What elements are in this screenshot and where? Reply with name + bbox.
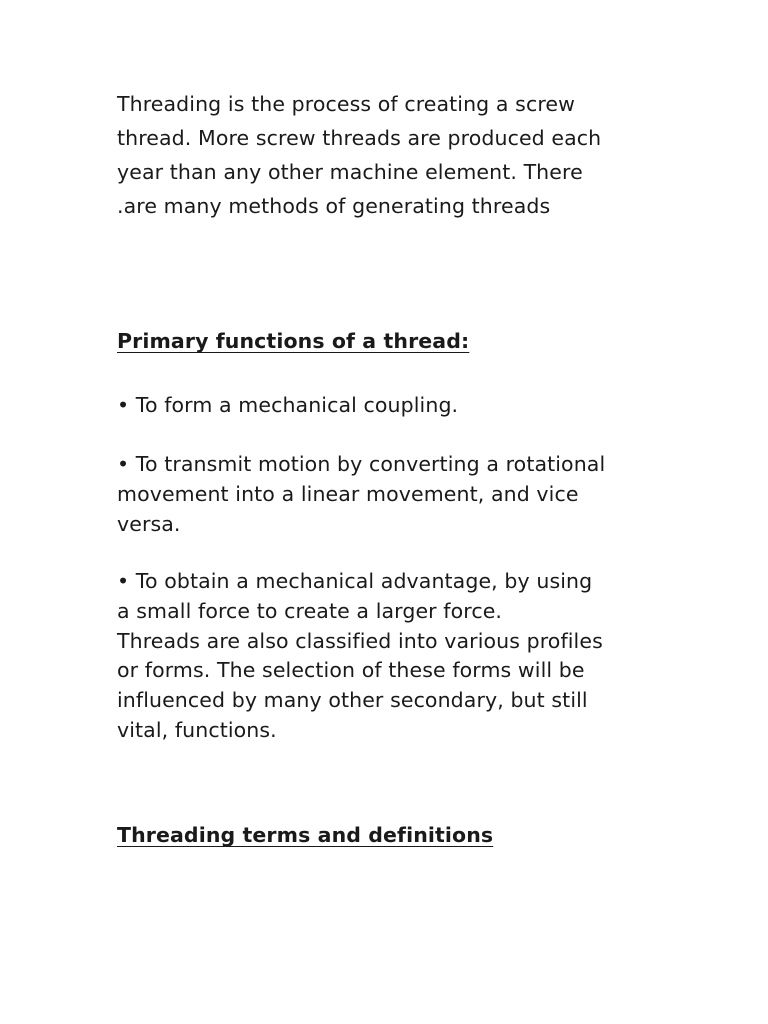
intro-line: thread. More screw threads are produced each (117, 126, 602, 150)
bullet-line: • To form a mechanical coupling. (117, 393, 459, 417)
bullet-mechanical-coupling (117, 391, 458, 421)
bullet-line: or forms. The selection of these forms will be (117, 658, 585, 683)
bullet-line: a small force to create a larger force. (117, 598, 503, 623)
bullet-line: Threads are also classified into various profiles (117, 628, 603, 653)
bullet-transmit-motion (117, 450, 605, 539)
bullet-line: vital, functions. (117, 717, 277, 742)
bullet-line: movement into a linear movement, and vice (117, 481, 579, 506)
primary-functions-heading: Primary functions of a thread: (117, 329, 470, 353)
bullet-line: versa. (117, 511, 181, 536)
bullet-line: influenced by many other secondary, but still (117, 688, 588, 713)
intro-paragraph (117, 87, 601, 223)
bullet-line: • To transmit motion by converting a rotational (117, 452, 606, 476)
intro-line: year than any other machine element. There (117, 160, 583, 184)
bullet-mechanical-advantage (117, 567, 603, 746)
terms-definitions-heading: Threading terms and definitions (117, 823, 494, 847)
intro-line: Threading is the process of creating a screw (117, 92, 575, 116)
intro-line: .are many methods of generating threads (117, 194, 551, 218)
bullet-line: • To obtain a mechanical advantage, by using (117, 569, 593, 593)
